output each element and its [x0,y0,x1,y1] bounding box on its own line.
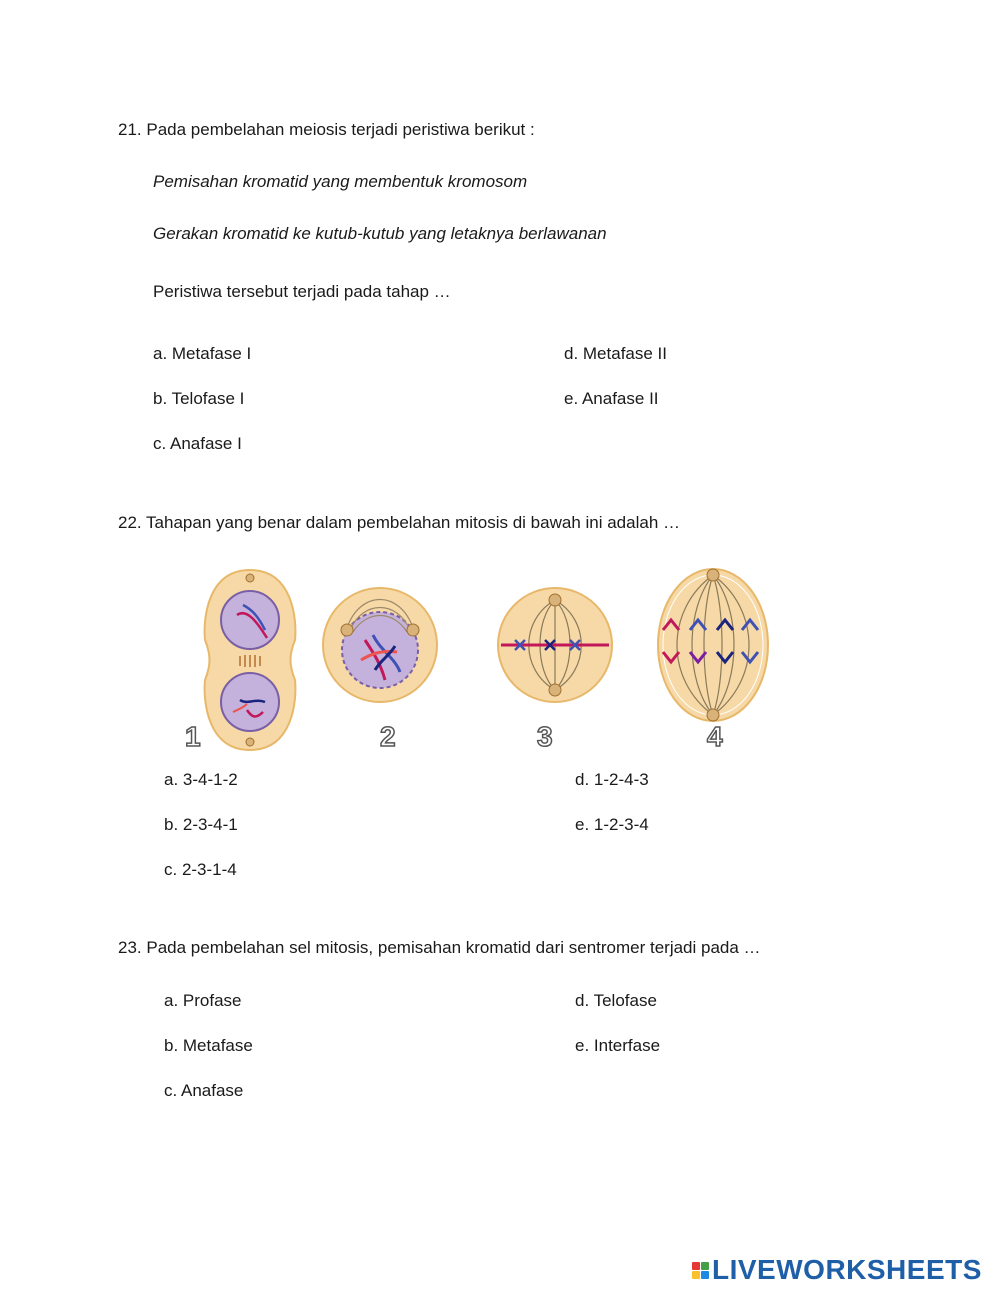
figure-label-4: 4 [707,721,723,752]
figure-label-1: 1 [185,721,201,752]
q23-option-c[interactable]: c. Anafase [164,1081,244,1100]
mitosis-stages-figure [185,560,785,760]
q22-option-a[interactable]: a. 3-4-1-2 [164,770,238,789]
q21-statement-2: Gerakan kromatid ke kutub-kutub yang letaknya berlawanan [153,224,607,243]
q21-prompt: Peristiwa tersebut terjadi pada tahap … [153,282,451,301]
q23-option-d[interactable]: d. Telofase [575,991,657,1010]
cell-1-telophase [205,570,296,750]
cell-4-anaphase [658,569,768,721]
logo-tile [701,1271,709,1279]
q22-option-c[interactable]: c. 2-3-1-4 [164,860,237,879]
cell-2-prophase [323,588,437,702]
logo-tiles-icon [692,1262,709,1279]
question-21-text: 21. Pada pembelahan meiosis terjadi peristiwa berikut : [118,120,535,139]
figure-label-2: 2 [380,721,396,752]
q23-option-a[interactable]: a. Profase [164,991,242,1010]
figure-label-3: 3 [537,721,553,752]
logo-tile [701,1262,709,1270]
q21-option-e[interactable]: e. Anafase II [564,389,659,408]
q22-option-e[interactable]: e. 1-2-3-4 [575,815,649,834]
liveworksheets-logo [692,1255,982,1285]
q21-statement-1: Pemisahan kromatid yang membentuk kromosom [153,172,528,191]
q22-option-d[interactable]: d. 1-2-4-3 [575,770,649,789]
q21-option-c[interactable]: c. Anafase I [153,434,242,453]
question-23-text: 23. Pada pembelahan sel mitosis, pemisahan kromatid dari sentromer terjadi pada … [118,938,761,957]
question-22-text: 22. Tahapan yang benar dalam pembelahan mitosis di bawah ini adalah … [118,513,681,532]
logo-text: LIVEWORKSHEETS [712,1254,982,1285]
q23-option-e[interactable]: e. Interfase [575,1036,661,1055]
q23-option-b[interactable]: b. Metafase [164,1036,253,1055]
q21-option-d[interactable]: d. Metafase II [564,344,667,363]
q22-option-b[interactable]: b. 2-3-4-1 [164,815,238,834]
logo-tile [692,1271,700,1279]
logo-tile [692,1262,700,1270]
q21-option-b[interactable]: b. Telofase I [153,389,245,408]
q21-option-a[interactable]: a. Metafase I [153,344,252,363]
cell-3-metaphase [498,588,612,702]
